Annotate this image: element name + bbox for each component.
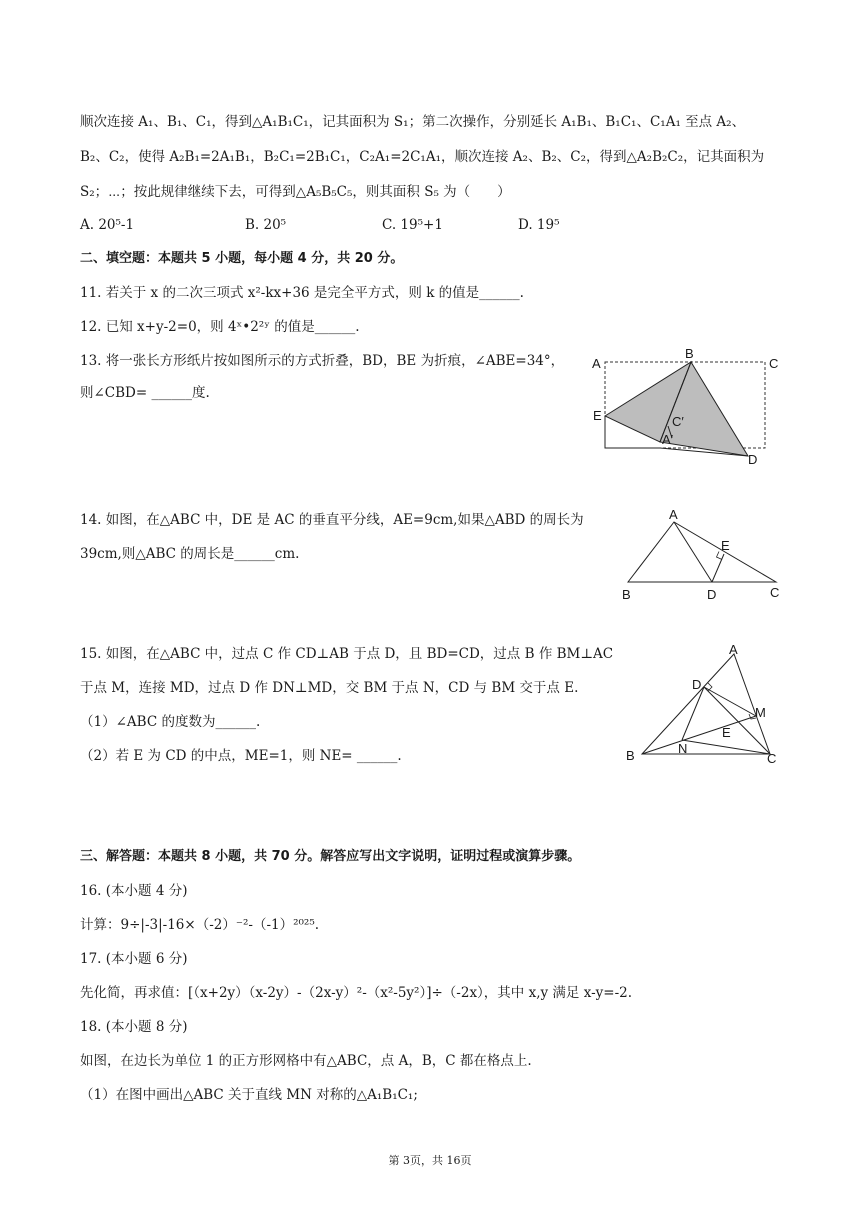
- fig15-segment-dm: [704, 687, 756, 716]
- fig15-segment-nc: [682, 740, 770, 754]
- question-12: 12. 已知 x+y-2=0，则 4ˣ•2²ʸ 的值是______.: [80, 319, 360, 335]
- fig13-label-a-prime: A′: [662, 432, 674, 447]
- fig13-label-d: D: [748, 452, 758, 467]
- question-16-body: 计算：9÷|-3|-16×（-2）⁻²-（-1）²⁰²⁵.: [80, 917, 320, 933]
- question-14-line-1: 14. 如图，在△ABC 中，DE 是 AC 的垂直平分线，AE=9cm,如果△ABD 的周长为: [80, 512, 584, 528]
- question-18-body: 如图，在边长为单位 1 的正方形网格中有△ABC，点 A，B，C 都在格点上.: [80, 1053, 532, 1069]
- fig14-label-a: A: [669, 507, 678, 522]
- question-14-line-2: 39cm,则△ABC 的周长是______cm.: [80, 546, 300, 562]
- figure-13-folded-rectangle: [588, 346, 788, 466]
- fig13-label-e: E: [593, 408, 602, 423]
- question-11: 11. 若关于 x 的二次三项式 x²-kx+36 是完全平方式，则 k 的值是______.: [80, 285, 524, 301]
- fig13-label-a: A: [592, 356, 601, 371]
- section-2-heading: 二、填空题：本题共 5 小题，每小题 4 分，共 20 分。: [80, 251, 404, 266]
- question-16-title: 16. (本小题 4 分): [80, 883, 188, 899]
- fig15-segment-cd: [704, 687, 770, 754]
- question-15-part-1: （1）∠ABC 的度数为______.: [80, 714, 261, 730]
- question-15-part-2: （2）若 E 为 CD 的中点，ME=1，则 NE= ______.: [80, 748, 402, 764]
- fig15-segment-dn: [682, 687, 704, 740]
- fig15-label-d: D: [692, 677, 702, 692]
- question-18-title: 18. (本小题 8 分): [80, 1019, 188, 1035]
- fig14-segment-de: [712, 554, 724, 582]
- fig15-label-e: E: [722, 725, 731, 740]
- fig13-label-b: B: [685, 346, 694, 361]
- figure-14-triangle: [618, 508, 793, 603]
- section-3-heading: 三、解答题：本题共 8 小题，共 70 分。解答应写出文字说明，证明过程或演算步骤。: [80, 849, 581, 864]
- q10-option-d: D. 19⁵: [518, 217, 560, 233]
- q10-line-3: S₂；⋯；按此规律继续下去，可得到△A₅B₅C₅，则其面积 S₅ 为（ ）: [80, 184, 511, 200]
- fig13-label-c: C: [769, 356, 779, 371]
- question-13-line-1: 13. 将一张长方形纸片按如图所示的方式折叠，BD，BE 为折痕，∠ABE=34°，: [80, 353, 565, 369]
- question-15-line-1: 15. 如图，在△ABC 中，过点 C 作 CD⊥AB 于点 D，且 BD=CD，过点 B 作 BM⊥AC: [80, 646, 614, 662]
- question-17-body: 先化简，再求值：[（x+2y）（x-2y）-（2x-y）²-（x²-5y²）]÷（-2x），其中 x,y 满足 x-y=-2.: [80, 985, 633, 1001]
- figure-15-triangle: [622, 642, 792, 772]
- question-13-line-2: 则∠CBD= ______度.: [80, 385, 210, 401]
- fig13-label-c-prime: C′: [672, 414, 684, 429]
- fig15-label-m: M: [755, 705, 766, 720]
- page-footer: 第 3页，共 16页: [388, 1154, 472, 1167]
- fig14-label-e: E: [721, 538, 730, 553]
- fig15-triangle-abc: [642, 654, 770, 754]
- fig14-label-d: D: [707, 587, 717, 602]
- q10-option-b: B. 20⁵: [245, 217, 287, 233]
- fig15-label-c: C: [767, 751, 777, 766]
- q10-option-a: A. 20⁵-1: [80, 217, 135, 233]
- fig15-label-a: A: [729, 642, 738, 657]
- fig15-label-b: B: [626, 748, 635, 763]
- fig14-label-b: B: [622, 587, 631, 602]
- question-17-title: 17. (本小题 6 分): [80, 951, 188, 967]
- fig14-label-c: C: [770, 585, 780, 600]
- q10-option-c: C. 19⁵+1: [382, 217, 443, 233]
- fig14-segment-ad: [674, 522, 712, 582]
- fig15-label-n: N: [678, 741, 688, 756]
- question-18-part-1: （1）在图中画出△ABC 关于直线 MN 对称的△A₁B₁C₁;: [80, 1087, 418, 1103]
- q10-line-1: 顺次连接 A₁、B₁、C₁，得到△A₁B₁C₁，记其面积为 S₁；第二次操作，分别延长 A₁B₁、B₁C₁、C₁A₁ 至点 A₂、: [80, 114, 746, 130]
- q10-line-2: B₂、C₂，使得 A₂B₁=2A₁B₁，B₂C₁=2B₁C₁，C₂A₁=2C₁A₁，顺次连接 A₂、B₂、C₂，得到△A₂B₂C₂，记其面积为: [80, 149, 765, 165]
- fig14-triangle-abc: [628, 522, 776, 582]
- question-15-line-2: 于点 M，连接 MD，过点 D 作 DN⊥MD，交 BM 于点 N，CD 与 BM 交于点 E.: [80, 680, 579, 696]
